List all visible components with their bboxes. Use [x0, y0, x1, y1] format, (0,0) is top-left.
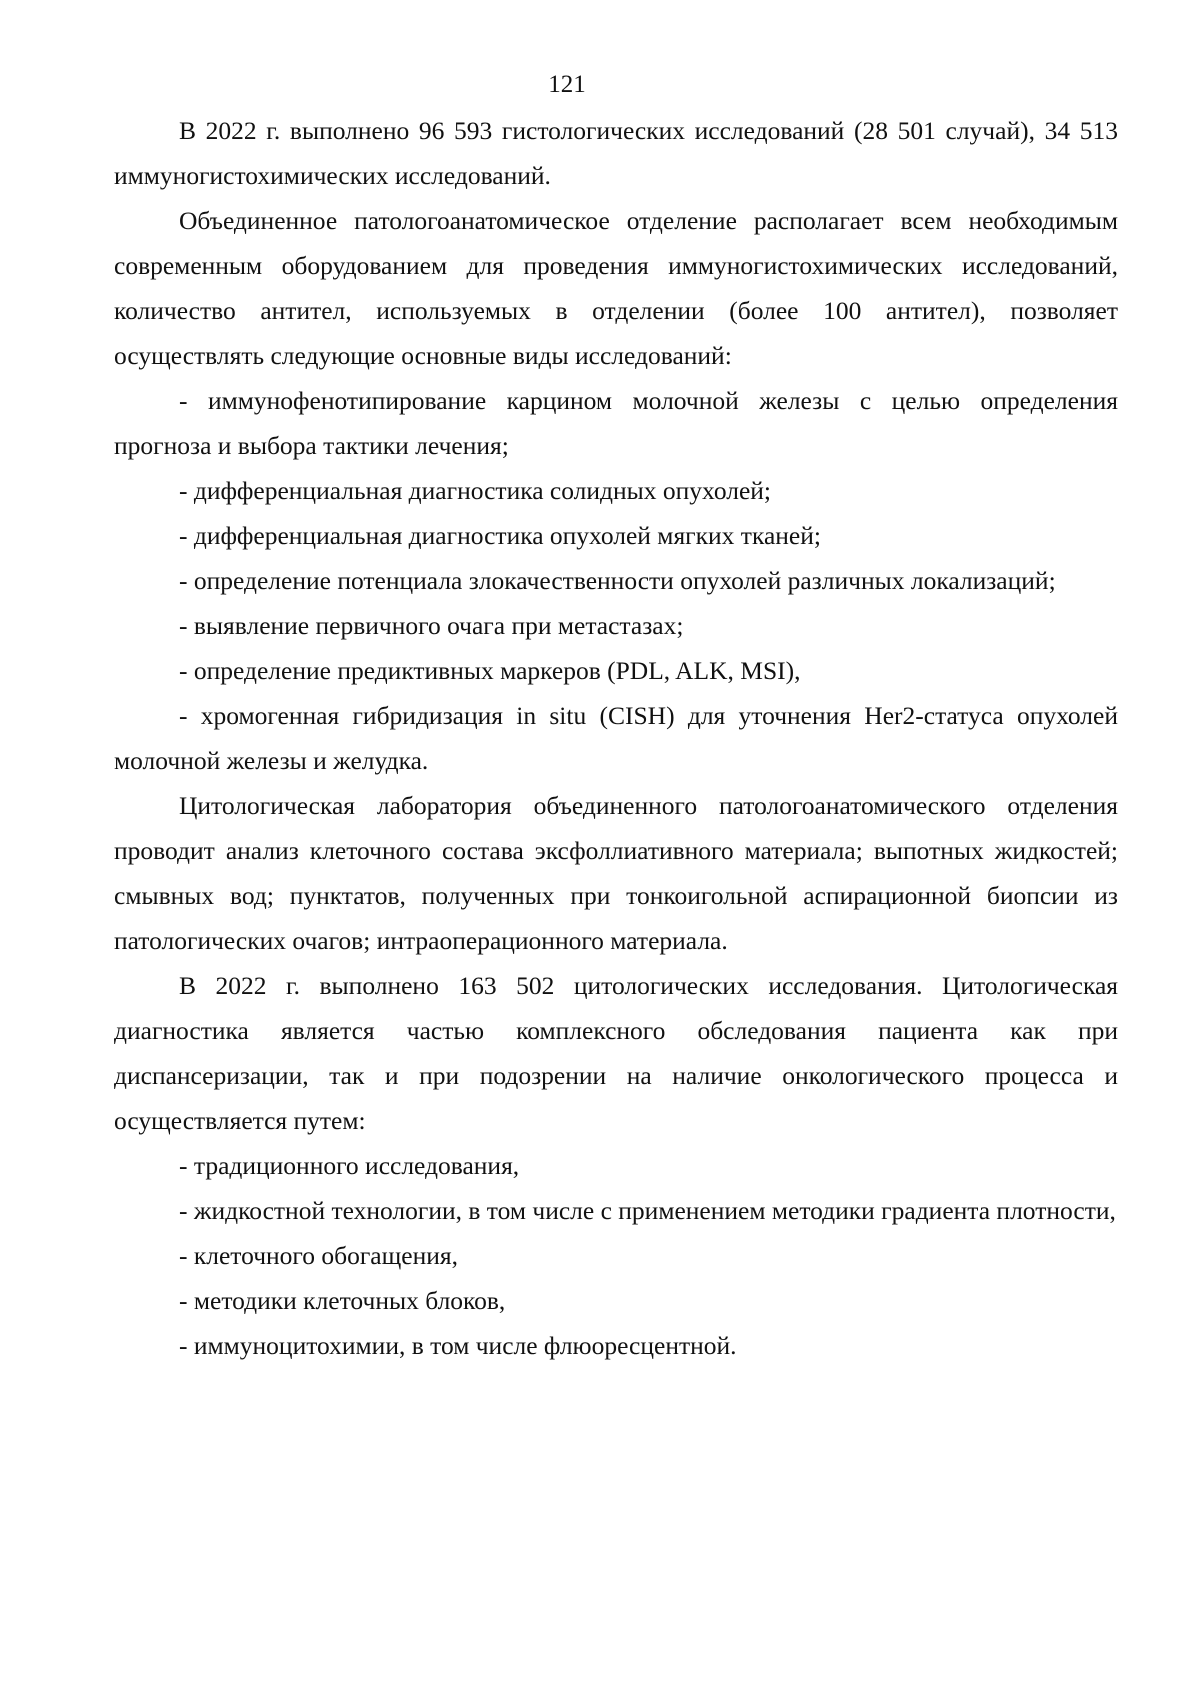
list-item-cell-blocks: - методики клеточных блоков,: [179, 1286, 506, 1315]
list-item-malignancy-potential: - определение потенциала злокачественности опухолей различных локализаций;: [179, 566, 1056, 595]
list-item-cish: - хромогенная гибридизация in situ (CISH) для уточнения Her2-статуса опухолей молочной железы и желудка.: [114, 701, 1118, 775]
list-item-immunocytochemistry: - иммуноцитохимии, в том числе флюоресцентной.: [179, 1331, 737, 1360]
paragraph-histology-stats: В 2022 г. выполнено 96 593 гистологических исследований (28 501 случай), 34 513 иммуногистохимических исследований.: [114, 116, 1118, 190]
paragraph-cytology-lab: Цитологическая лаборатория объединенного патологоанатомического отделения проводит анализ клеточного состава эксфоллиативного материала; выпотных жидкостей; смывных вод; пунктатов, полученных при тонкоигольной аспирационной биопсии из патологических очагов; интраоперационного материала.: [114, 791, 1118, 955]
page-number: 121: [548, 71, 586, 98]
paragraph-department-equipment: Объединенное патологоанатомическое отделение располагает всем необходимым современным оборудованием для проведения иммуногистохимических исследований, количество антител, используемых в отделении (более 100 антител), позволяет осуществлять следующие основные виды исследований:: [114, 206, 1118, 370]
list-item-immunophenotyping: - иммунофенотипирование карцином молочной железы с целью определения прогноза и выбора тактики лечения;: [114, 386, 1118, 460]
body-text: [114, 108, 1118, 1368]
list-item-predictive-markers: - определение предиктивных маркеров (PDL, ALK, MSI),: [179, 656, 801, 685]
list-item-traditional: - традиционного исследования,: [179, 1151, 520, 1180]
paragraph-cytology-stats: В 2022 г. выполнено 163 502 цитологических исследования. Цитологическая диагностика является частью комплексного обследования пациента как при диспансеризации, так и при подозрении на наличие онкологического процесса и осуществляется путем:: [114, 971, 1118, 1135]
list-item-primary-focus: - выявление первичного очага при метастазах;: [179, 611, 684, 640]
list-item-liquid-technology: - жидкостной технологии, в том числе с применением методики градиента плотности,: [179, 1196, 1116, 1225]
list-item-cell-enrichment: - клеточного обогащения,: [179, 1241, 458, 1270]
list-item-solid-tumors: - дифференциальная диагностика солидных опухолей;: [179, 476, 772, 505]
list-item-soft-tissue-tumors: - дифференциальная диагностика опухолей мягких тканей;: [179, 521, 821, 550]
